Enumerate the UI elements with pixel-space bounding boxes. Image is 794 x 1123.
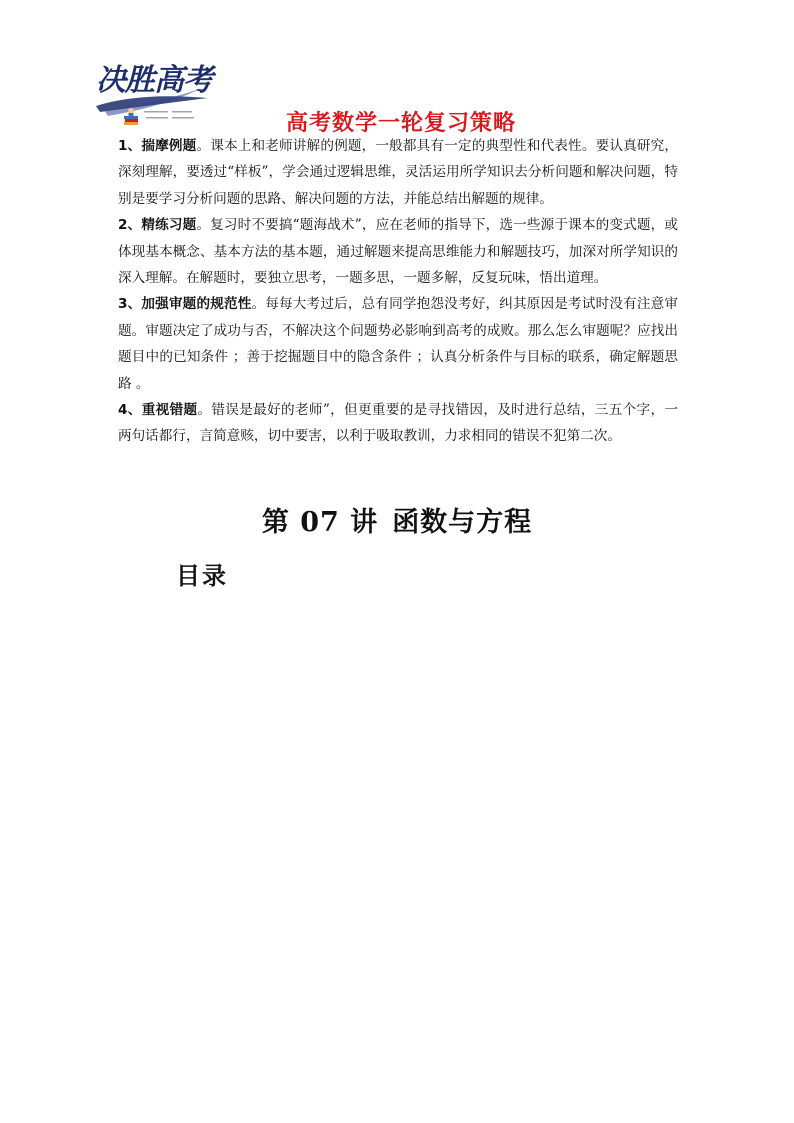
lecture-topic: 函数与方程 — [392, 507, 533, 538]
strategy-item-body: 。复习时不要搞“题海战术”，应在老师的指导下，选一些源于课本的变式题，或体现基本概念、基本方法的基本题，通过解题来提高思维能力和解题技巧，加深对所学知识的深入理解。在解题时，要独立思考，一题多思，一题多解，反复玩味，悟出道理。 — [118, 217, 678, 287]
page-header-title: 高考数学一轮复习策略 — [285, 111, 516, 136]
toc-heading: 目录 — [176, 561, 228, 590]
strategy-section — [118, 133, 678, 450]
strategy-item-body: 。每每大考过后，总有同学抱怨没考好，纠其原因是考试时没有注意审题。审题决定了成功与否，不解决这个问题势必影响到高考的成败。那么怎么审题呢？应找出题目中的已知条件 ；善于挖掘题目中的隐含条件 ；认真分析条件与目标的联系，确定解题思路 。 — [118, 296, 678, 392]
lecture-number: 第 07 讲 — [261, 507, 379, 538]
lecture-title — [0, 500, 794, 539]
strategy-item — [118, 291, 678, 397]
strategy-item — [118, 397, 678, 450]
strategy-item-head: 3、加强审题的规范性 — [118, 296, 252, 313]
strategy-item-head: 2、精练习题 — [118, 217, 197, 234]
strategy-item-body: 。错误是最好的老师”，但更重要的是寻找错因，及时进行总结，三五个字，一两句话都行，言简意赅，切中要害，以利于吸取教训，力求相同的错误不犯第二次。 — [118, 402, 678, 445]
strategy-item — [118, 133, 678, 212]
logo-brand-lettering: 决胜高考 — [96, 63, 212, 98]
strategy-item — [118, 212, 678, 291]
strategy-item-body: 。课本上和老师讲解的例题，一般都具有一定的典型性和代表性。要认真研究，深刻理解，要透过“样板”，学会通过逻辑思维，灵活运用所学知识去分析问题和解决问题，特别是要学习分析问题的思路、解决问题的方法，并能总结出解题的规律。 — [118, 138, 678, 207]
strategy-item-head: 4、重视错题 — [118, 402, 198, 419]
strategy-item-head: 1、揣摩例题 — [118, 138, 197, 154]
